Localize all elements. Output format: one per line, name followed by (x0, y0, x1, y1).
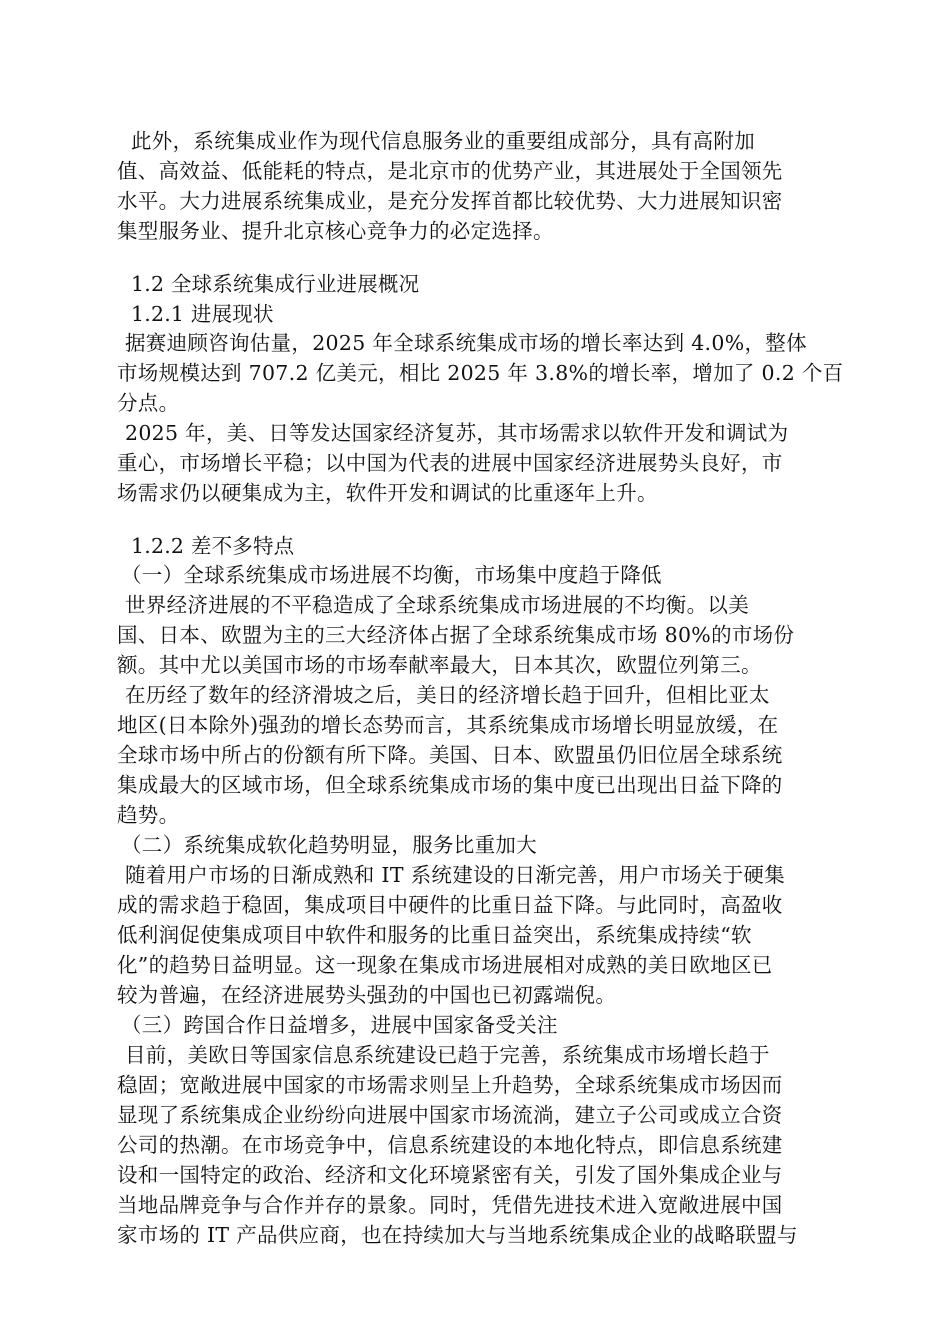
paragraph-line: 公司的热潮。在市场竞争中，信息系统建设的本地化特点，即信息系统建 (117, 1133, 783, 1157)
paragraph-line: 显现了系统集成企业纷纷向进展中国家市场流淌，建立子公司或成立合资 (117, 1103, 783, 1127)
paragraph-line: 世界经济进展的不平稳造成了全球系统集成市场进展的不均衡。以美 (125, 593, 749, 617)
paragraph-line: 随着用户市场的日渐成熟和 IT 系统建设的日渐完善，用户市场关于硬集 (125, 863, 786, 887)
paragraph-line: 分点。 (117, 391, 180, 415)
subsection-heading: 1.2.2 差不多特点 (131, 534, 295, 558)
paragraph-line: 目前，美欧日等国家信息系统建设已趋于完善，系统集成市场增长趋于 (125, 1043, 770, 1067)
point-heading: （三）跨国合作日益增多，进展中国家备受关注 (121, 1013, 558, 1037)
subsection-heading: 1.2.1 进展现状 (131, 302, 274, 326)
paragraph-line: 全球市场中所占的份额有所下降。美国、日本、欧盟虽仍旧位居全球系统 (117, 743, 783, 767)
paragraph-line: 较为普遍，在经济进展势头强劲的中国也已初露端倪。 (117, 983, 617, 1007)
paragraph-line: 重心，市场增长平稳；以中国为代表的进展中国家经济进展势头良好，市 (117, 451, 783, 475)
point-heading: （一）全球系统集成市场进展不均衡，市场集中度趋于降低 (121, 563, 662, 587)
paragraph-line: 据赛迪顾咨询估量，2025 年全球系统集成市场的增长率达到 4.0%，整体 (125, 331, 807, 355)
paragraph-line: 额。其中尤以美国市场的市场奉献率最大，日本其次，欧盟位列第三。 (117, 653, 762, 677)
paragraph-line: 当地品牌竞争与合作并存的景象。同时，凭借先进技术进入宽敞进展中国 (117, 1193, 783, 1217)
paragraph-line: 成的需求趋于稳固，集成项目中硬件的比重日益下降。与此同时，高盈收 (117, 893, 783, 917)
paragraph-line: 在历经了数年的经济滑坡之后，美日的经济增长趋于回升，但相比亚太 (125, 683, 770, 707)
paragraph-line: 设和一国特定的政治、经济和文化环境紧密有关，引发了国外集成企业与 (117, 1163, 783, 1187)
paragraph-line: 值、高效益、低能耗的特点，是北京市的优势产业，其进展处于全国领先 (117, 159, 783, 183)
paragraph-line: 化”的趋势日益明显。这一现象在集成市场进展相对成熟的美日欧地区已 (117, 953, 773, 977)
paragraph-line: 地区(日本除外)强劲的增长态势而言，其系统集成市场增长明显放缓，在 (117, 713, 779, 737)
paragraph-line: 低利润促使集成项目中软件和服务的比重日益突出，系统集成持续“软 (117, 923, 752, 947)
paragraph-line: 场需求仍以硬集成为主，软件开发和调试的比重逐年上升。 (117, 481, 658, 505)
section-heading: 1.2 全球系统集成行业进展概况 (131, 272, 420, 296)
paragraph-line: 集型服务业、提升北京核心竞争力的必定选择。 (117, 219, 554, 243)
paragraph-line: 水平。大力进展系统集成业，是充分发挥首都比较优势、大力进展知识密 (117, 189, 783, 213)
paragraph-line: 2025 年，美、日等发达国家经济复苏，其市场需求以软件开发和调试为 (125, 421, 789, 445)
paragraph-line: 家市场的 IT 产品供应商，也在持续加大与当地系统集成企业的战略联盟与 (117, 1223, 798, 1247)
paragraph-line: 趋势。 (117, 803, 180, 827)
paragraph-line: 集成最大的区域市场，但全球系统集成市场的集中度已出现出日益下降的 (117, 773, 783, 797)
paragraph-line: 市场规模达到 707.2 亿美元，相比 2025 年 3.8%的增长率，增加了 0.2 个百 (117, 361, 844, 385)
paragraph-line: 稳固；宽敞进展中国家的市场需求则呈上升趋势，全球系统集成市场因而 (117, 1073, 783, 1097)
paragraph-line: 此外，系统集成业作为现代信息服务业的重要组成部分，具有高附加 (131, 129, 755, 153)
point-heading: （二）系统集成软化趋势明显，服务比重加大 (121, 833, 537, 857)
paragraph-line: 国、日本、欧盟为主的三大经济体占据了全球系统集成市场 80%的市场份 (117, 623, 795, 647)
